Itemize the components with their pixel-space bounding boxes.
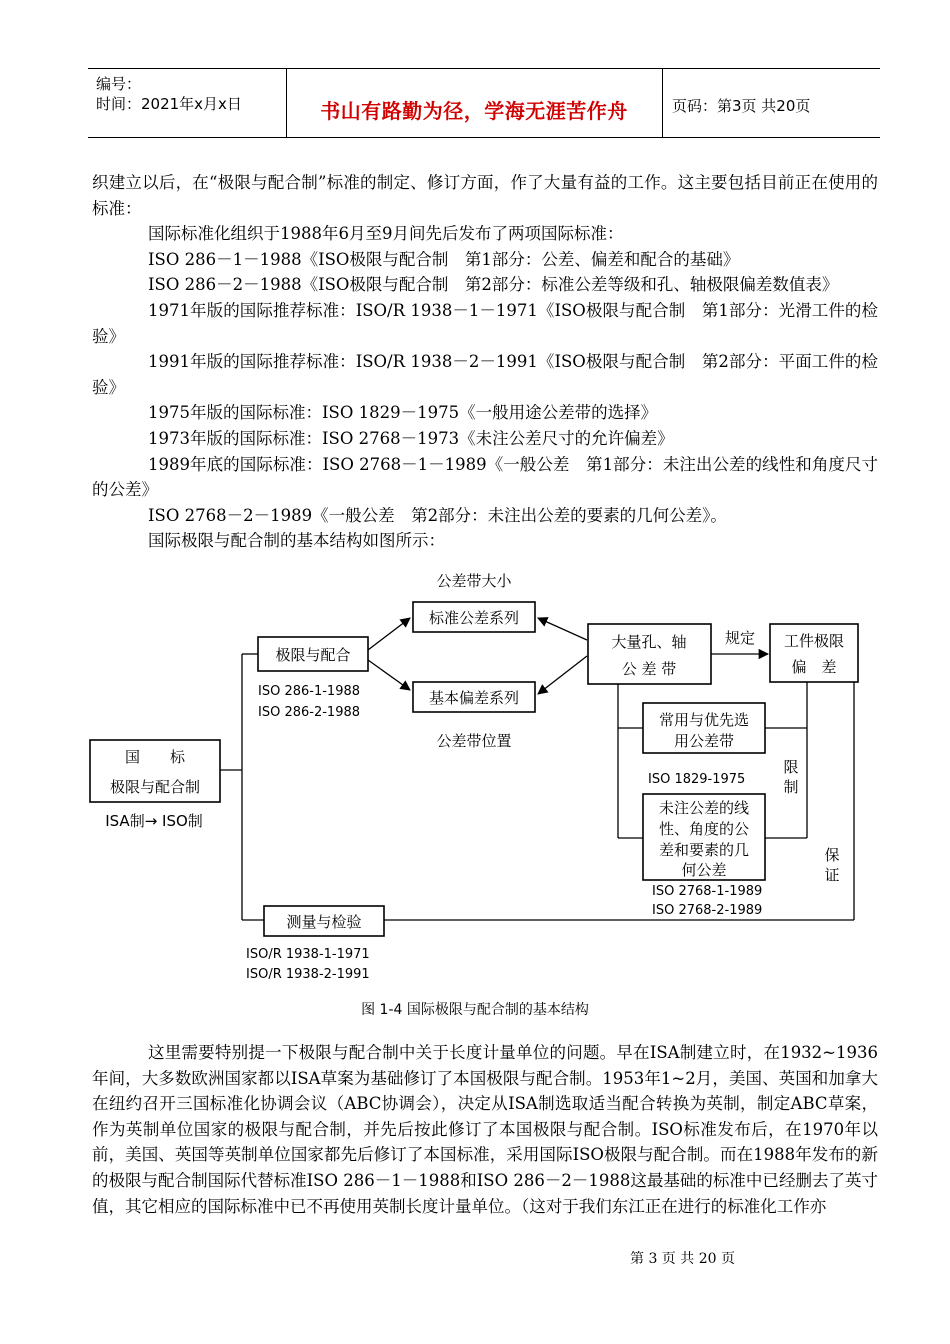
iso1829: ISO 1829-1975 xyxy=(648,772,746,787)
paragraph: 1975年版的国际标准：ISO 1829－1975《一般用途公差带的选择》 xyxy=(148,403,658,423)
page-label: 页码：第3页 共20页 xyxy=(672,97,811,115)
paragraph: 1971年版的国际推荐标准：ISO/R 1938－1－1971《ISO极限与配合制 第1部分：光滑工件的检验》 xyxy=(92,300,878,346)
iso286-2: ISO 286-2-1988 xyxy=(258,705,361,720)
isor-1: ISO/R 1938-1-1971 xyxy=(246,947,370,962)
common-line1: 常用与优先选 xyxy=(658,711,750,729)
figure-caption: 图 1-4 国际极限与配合制的基本结构 xyxy=(361,1002,589,1018)
number-label: 编号： xyxy=(96,75,142,93)
measure-label: 测量与检验 xyxy=(286,913,362,931)
paragraph: 1973年版的国际标准：ISO 2768－1973《未注公差尺寸的允许偏差》 xyxy=(148,428,674,448)
paragraph: 国际标准化组织于1988年6月至9月间先后发布了两项国际标准： xyxy=(148,224,624,244)
many-line2: 公 差 带 xyxy=(621,660,677,678)
work-line2: 偏 差 xyxy=(791,658,837,676)
root-line1: 国 标 xyxy=(124,748,186,766)
iso286-1: ISO 286-1-1988 xyxy=(258,684,361,699)
top-label: 公差带大小 xyxy=(436,572,512,590)
header-info-cell xyxy=(88,69,287,137)
paragraph: 织建立以后，在“极限与配合制”标准的制定、修订方面，作了大量有益的工作。这主要包括目前正在使用的标准： xyxy=(92,173,878,218)
isor-2: ISO/R 1938-2-1991 xyxy=(246,967,370,982)
paragraph: 1989年底的国际标准：ISO 2768－1－1989《一般公差 第1部分：未注出公差的线性和角度尺寸的公差》 xyxy=(92,454,878,500)
structure-diagram xyxy=(80,570,880,982)
root-sub: ISA制→ ISO制 xyxy=(105,812,203,830)
common-line2: 用公差带 xyxy=(673,732,735,750)
paragraph: ISO 286－2－1988《ISO极限与配合制 第2部分：标准公差等级和孔、轴极限偏差数值表》 xyxy=(148,275,839,295)
untol-line2: 性、角度的公 xyxy=(658,820,750,838)
page-footer: 第 3 页 共 20 页 xyxy=(630,1251,735,1267)
paragraph: 这里需要特别提一下极限与配合制中关于长度计量单位的问题。早在ISA制建立时，在1932~1936年间，大多数欧洲国家都以ISA草案为基础修订了本国极限与配合制。1953年1~2月，美国、英国和加拿大在纽约召开三国标准化协调会议（ABC协调会），决定从ISA制选取适当配合转换为英制，制定ABC草案，作为英制单位国家的极限与配合制，并先后按此修订了本国极限与配合制。ISO标准发布后，在1970年以前，美国、英国等英制单位国家都先后修订了本国标准，采用国际ISO极限与配合制。而在1988年发布的新的极限与配合制国际代替标准ISO 286－1－1988和ISO 286－2－1988这最基础的标准中已经删去了英寸值，其它相应的国际标准中已不再使用英制长度计量单位。（这对于我们东江正在进行的标准化工作亦 xyxy=(92,1043,878,1216)
header-page-cell xyxy=(662,69,880,137)
iso2768-2: ISO 2768-2-1989 xyxy=(652,903,763,918)
root-line2: 极限与配合制 xyxy=(109,778,201,796)
untol-line1: 未注公差的线 xyxy=(658,799,750,817)
untol-line4: 何公差 xyxy=(681,861,727,879)
header-motto-cell xyxy=(286,69,663,137)
paragraph: ISO 2768－2－1989《一般公差 第2部分：未注出公差的要素的几何公差》。 xyxy=(148,505,727,525)
untol-line3: 差和要素的几 xyxy=(658,841,750,859)
motto: 书山有路勤为径，学海无涯苦作舟 xyxy=(320,99,628,123)
paragraph: 国际极限与配合制的基本结构如图所示： xyxy=(148,531,445,551)
work-line1: 工件极限 xyxy=(783,632,845,650)
time-label: 时间：2021年x月x日 xyxy=(96,95,242,113)
page-header xyxy=(88,68,880,138)
body-text xyxy=(92,170,878,554)
basic-dev-label: 基本偏差系列 xyxy=(428,689,520,707)
many-line1: 大量孔、轴 xyxy=(611,633,687,651)
iso2768-1: ISO 2768-1-1989 xyxy=(652,884,763,899)
paragraph: ISO 286－1－1988《ISO极限与配合制 第1部分：公差、偏差和配合的基础》 xyxy=(148,249,740,269)
paragraph: 1991年版的国际推荐标准：ISO/R 1938－2－1991《ISO极限与配合制 第2部分：平面工件的检验》 xyxy=(92,352,878,397)
guarantee-char2: 证 xyxy=(824,866,840,884)
guarantee-char1: 保 xyxy=(824,846,840,864)
body-text-2 xyxy=(92,1040,878,1219)
bottom-label: 公差带位置 xyxy=(436,732,512,750)
rule-label: 规定 xyxy=(724,629,756,647)
limit-char2: 制 xyxy=(783,778,799,796)
limit-char1: 限 xyxy=(783,758,799,776)
limits-fit-label: 极限与配合 xyxy=(275,646,351,664)
std-tol-label: 标准公差系列 xyxy=(428,609,520,627)
